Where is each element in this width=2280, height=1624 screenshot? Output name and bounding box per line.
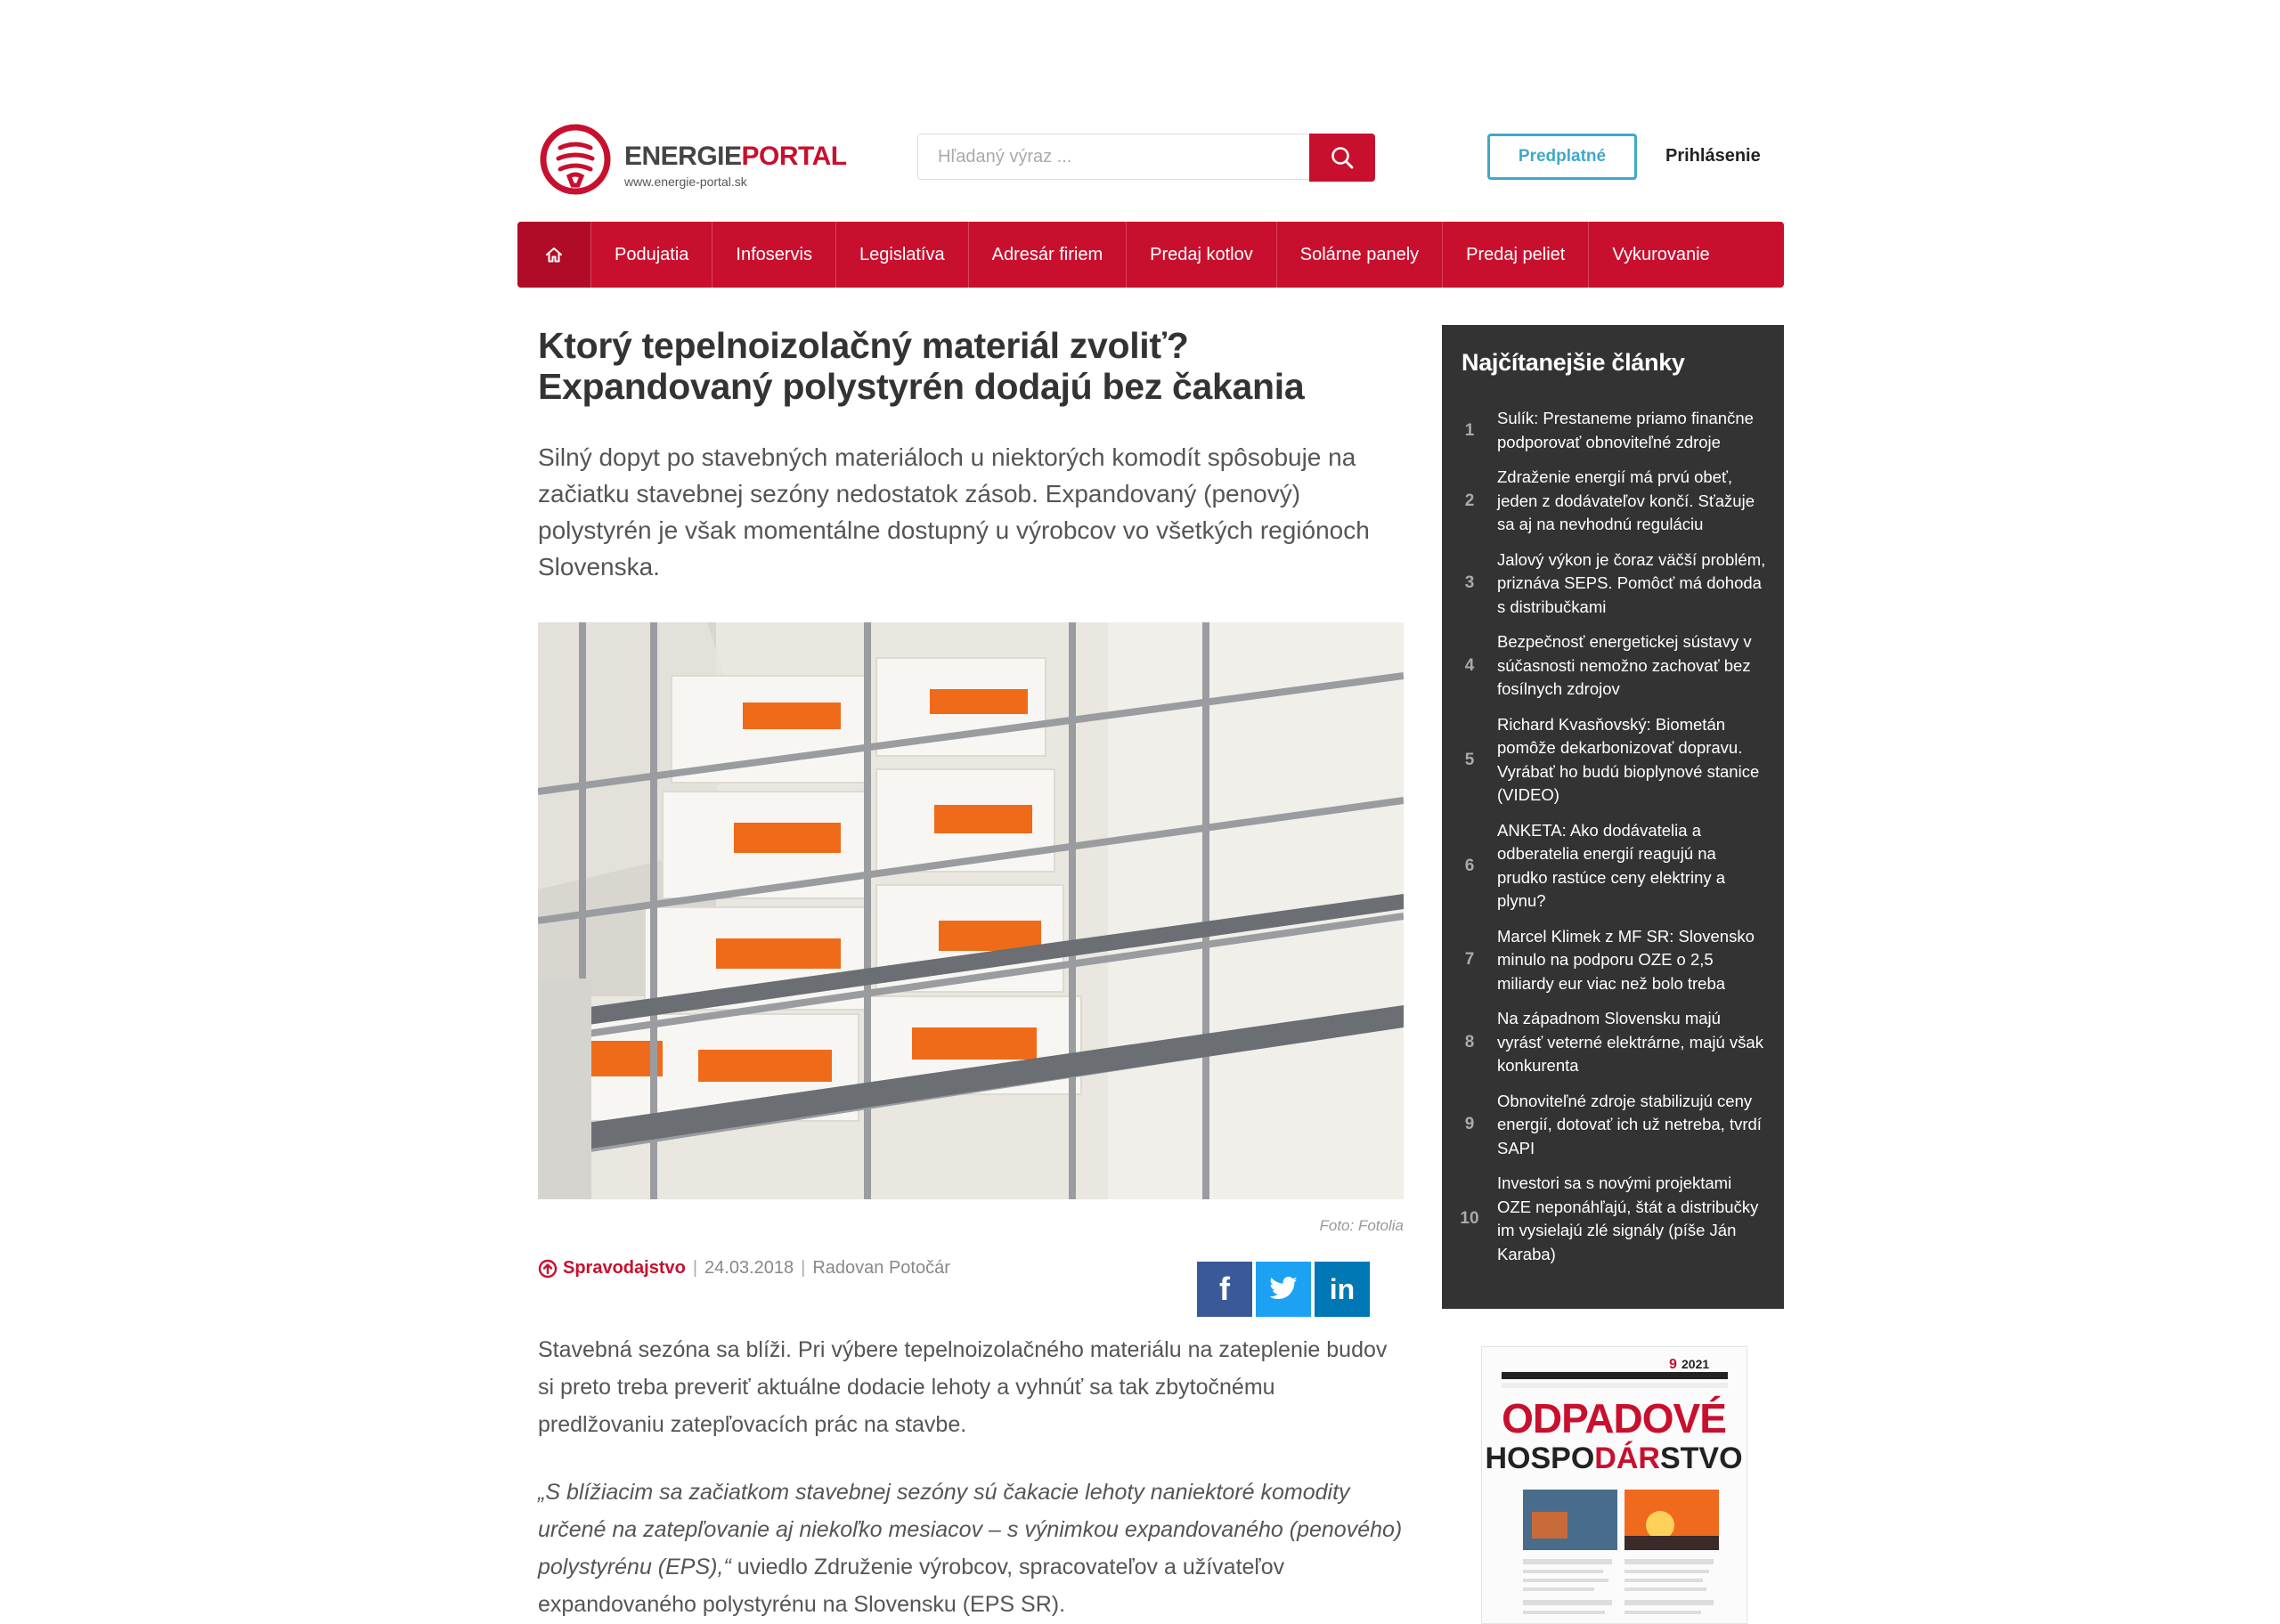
linkedin-icon: in [1329, 1272, 1356, 1305]
magazine-title-2 [1485, 1441, 1742, 1475]
magazine-title-2a: HOSPO [1485, 1441, 1595, 1475]
nav-item-solarne-panely[interactable]: Solárne panely [1276, 222, 1442, 288]
item-title[interactable]: Marcel Klimek z MF SR: Slovensko minulo na podporu OZE o 2,5 miliardy eur viac než bolo treba [1497, 926, 1755, 993]
item-title[interactable]: Bezpečnosť energetickej sústavy v súčasnosti nemožno zachovať bez fosílnych zdrojov [1497, 632, 1752, 698]
item-title[interactable]: Sulík: Prestaneme priamo finančne podporovať obnoviteľné zdroje [1497, 409, 1754, 451]
most-read-item[interactable] [1442, 925, 1784, 996]
issue-number: 9 [1669, 1357, 1677, 1372]
photo-caption: Foto: Fotolia [1319, 1217, 1404, 1234]
article-quote: „S blížiacim sa začiatkom stavebnej sezóny sú čakacie lehoty naniektoré komodity určené na zatepľovanie aj niekoľko mesiacov – s výnimkou expandovaného (penového) polystyrénu (EPS),“ [538, 1480, 1403, 1579]
magazine-title-2b: DÁR [1594, 1441, 1660, 1475]
most-read-item[interactable] [1442, 1090, 1784, 1161]
article-author[interactable]: Radovan Potočár [812, 1258, 950, 1278]
magazine-title-2c: STVO [1659, 1441, 1743, 1475]
item-number: 6 [1464, 856, 1475, 875]
nav-item-predaj-kotlov[interactable]: Predaj kotlov [1126, 222, 1276, 288]
issue-year: 2021 [1682, 1357, 1710, 1371]
article-paragraph-2 [538, 1474, 1404, 1623]
item-number: 7 [1464, 950, 1475, 970]
site-header [517, 116, 1781, 205]
nav-item-podujatia[interactable]: Podujatia [590, 222, 712, 288]
item-number: 1 [1464, 420, 1475, 440]
most-read-item[interactable] [1442, 548, 1784, 620]
nav-item-legislativa[interactable]: Legislatíva [835, 222, 968, 288]
item-title[interactable]: ANKETA: Ako dodávatelia a odberatelia energií reagujú na prudko rastúce ceny elektriny a plynu? [1497, 820, 1726, 910]
search-icon [1330, 145, 1355, 170]
article-title-line-1: Ktorý tepelnoizolačný materiál zvoliť? [538, 325, 1189, 366]
logo-wordmark: ENERGIEPORTAL [624, 142, 847, 171]
publish-date: 24.03.2018 [704, 1258, 794, 1278]
main-navigation [517, 222, 1784, 288]
item-number: 10 [1460, 1209, 1479, 1228]
magazine-title-1: ODPADOVÉ [1502, 1395, 1726, 1441]
most-read-item[interactable] [1442, 407, 1784, 454]
item-title[interactable]: Zdraženie energií má prvú obeť, jeden z dodávateľov končí. Sťažuje sa aj na nevhodnú reguláciu [1497, 467, 1755, 533]
most-read-list [1442, 407, 1784, 1278]
item-title[interactable]: Na západnom Slovensku majú vyrásť veterné elektrárne, majú však konkurenta [1497, 1009, 1763, 1075]
article-meta [538, 1258, 950, 1279]
logo-url: www.energie-portal.sk [624, 175, 747, 189]
article-lead: Silný dopyt po stavebných materiáloch u niektorých komodít spôsobuje na začiatku stavebnej sezóny nedostatok zásob. Expandovaný (penový) polystyrén je však momentálne dostupný u výrobcov vo všetkých regiónoch Slovenska. [538, 443, 1370, 581]
article-paragraph-1: Stavebná sezóna sa blíži. Pri výbere tepelnoizolačného materiálu na zateplenie budov si preto treba preveriť aktuálne dodacie lehoty a vyhnúť sa tak zbytočnému predlžovaniu zatepľovacích prác na stavbe. [538, 1337, 1388, 1437]
twitter-share-button[interactable] [1256, 1262, 1311, 1317]
item-number: 4 [1464, 655, 1475, 675]
nav-home[interactable] [517, 222, 590, 288]
magazine-cover-banner[interactable] [1481, 1346, 1747, 1624]
sidebar-title: Najčítanejšie články [1462, 349, 1685, 376]
most-read-item[interactable] [1442, 1007, 1784, 1078]
facebook-share-button[interactable] [1197, 1262, 1252, 1317]
linkedin-share-button[interactable] [1315, 1262, 1370, 1317]
article [538, 325, 1404, 1617]
subscribe-button[interactable]: Predplatné [1487, 134, 1637, 180]
search-button[interactable] [1309, 134, 1375, 182]
item-title[interactable]: Obnoviteľné zdroje stabilizujú ceny energií, dotovať ich už netreba, tvrdí SAPI [1497, 1091, 1762, 1157]
article-paragraph-2-rest: uviedlo Združenie výrobcov, spracovateľov a užívateľov expandovaného polystyrénu na Slovensku (EPS SR). [538, 1555, 1285, 1617]
item-number: 2 [1464, 491, 1475, 510]
article-photo [538, 622, 1404, 1199]
item-title[interactable]: Richard Kvasňovský: Biometán pomôže dekarbonizovať dopravu. Vyrábať ho budú bioplynové stanice (VIDEO) [1497, 714, 1760, 804]
article-title-line-2: Expandovaný polystyrén dodajú bez čakania [538, 366, 1305, 407]
most-read-item[interactable] [1442, 819, 1784, 914]
item-number: 5 [1464, 750, 1475, 769]
item-number: 8 [1464, 1032, 1475, 1052]
item-title[interactable]: Jalový výkon je čoraz väčší problém, priznáva SEPS. Pomôcť má dohoda s distribučkami [1497, 549, 1766, 616]
login-link[interactable]: Prihlásenie [1665, 146, 1761, 166]
meta-separator: | [692, 1258, 698, 1278]
home-icon [544, 245, 564, 264]
share-buttons [1197, 1262, 1370, 1317]
magazine-cover [1482, 1347, 1747, 1623]
scaffolding-insulation-photo [538, 622, 1404, 1199]
most-read-item[interactable] [1442, 466, 1784, 537]
item-title[interactable]: Investori sa s novými projektami OZE neponáhľajú, štát a distribučky im vysielajú zlé signály (píše Ján Karaba) [1497, 1173, 1759, 1263]
most-read-item[interactable] [1442, 630, 1784, 702]
most-read-sidebar [1442, 325, 1784, 1309]
energy-spiral-logo-icon [539, 123, 612, 196]
most-read-item[interactable] [1442, 1172, 1784, 1266]
category-link[interactable]: Spravodajstvo [563, 1258, 686, 1278]
most-read-item[interactable] [1442, 713, 1784, 808]
meta-separator: | [801, 1258, 806, 1278]
nav-item-adresar-firiem[interactable]: Adresár firiem [968, 222, 1126, 288]
site-logo[interactable] [539, 123, 847, 203]
category-arrow-icon [538, 1259, 558, 1279]
item-number: 3 [1464, 573, 1475, 593]
article-title [538, 325, 1404, 407]
search-form [917, 134, 1375, 183]
search-input[interactable] [917, 134, 1309, 180]
twitter-icon [1268, 1276, 1299, 1303]
facebook-icon: f [1219, 1271, 1230, 1307]
nav-item-infoservis[interactable]: Infoservis [712, 222, 835, 288]
nav-item-predaj-peliet[interactable]: Predaj peliet [1442, 222, 1588, 288]
item-number: 9 [1464, 1115, 1475, 1134]
nav-item-vykurovanie[interactable]: Vykurovanie [1588, 222, 1732, 288]
